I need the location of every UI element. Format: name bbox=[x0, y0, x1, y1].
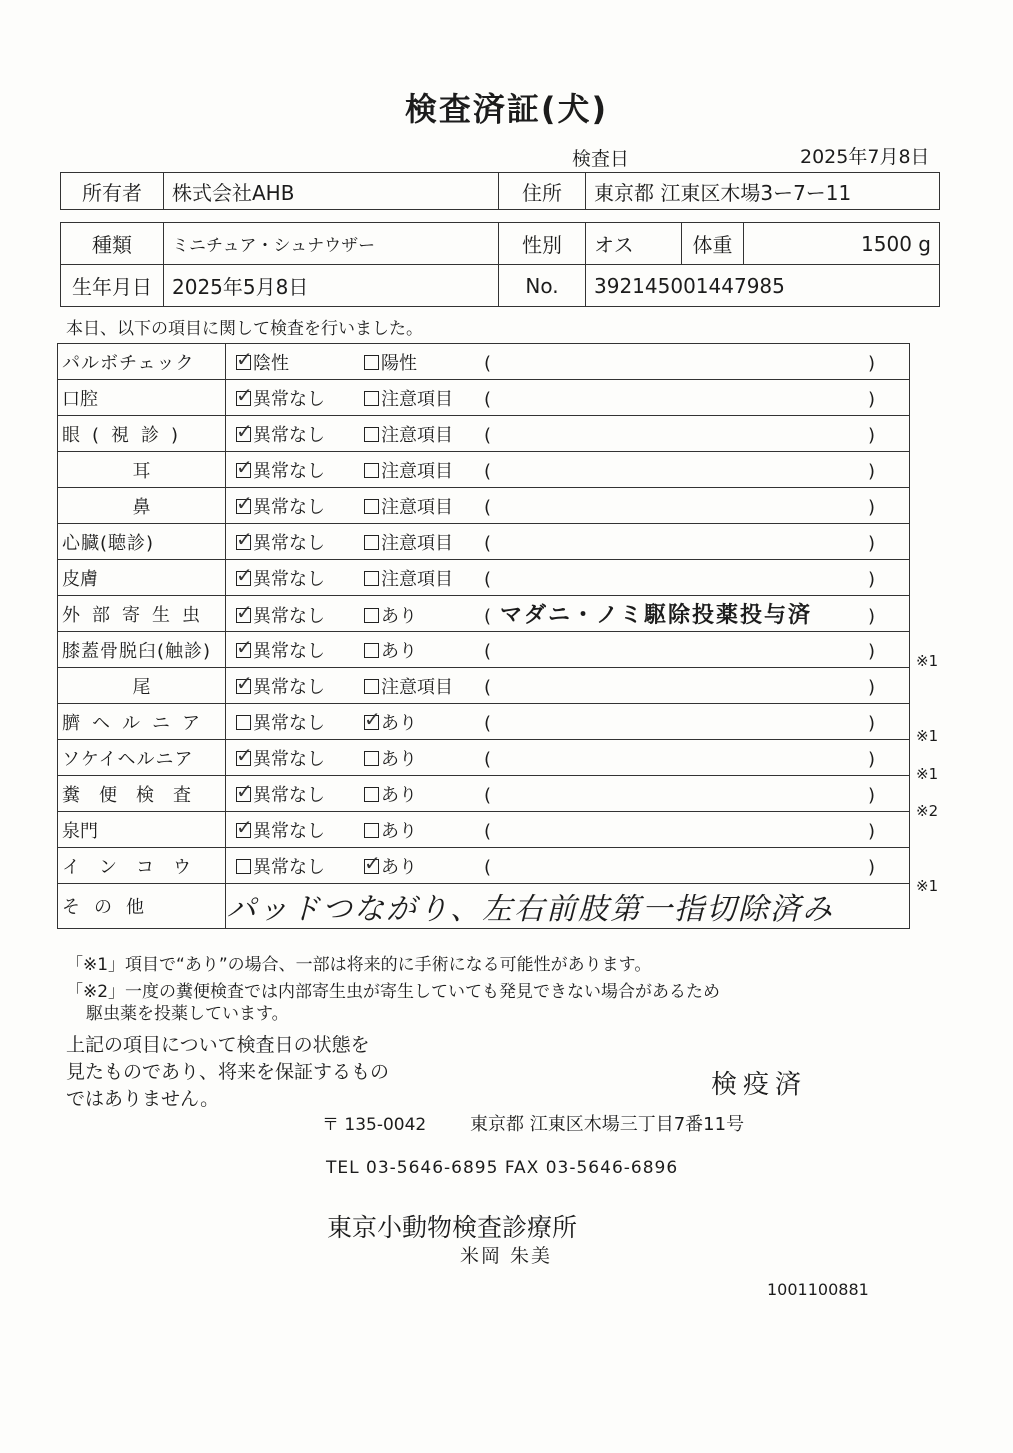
clinic-address: 東京都 江東区木場三丁目7番11号 bbox=[470, 1114, 745, 1135]
checkbox-icon[interactable] bbox=[364, 679, 379, 694]
paren-close: ) bbox=[868, 820, 876, 842]
check-row bbox=[58, 560, 910, 596]
check-item-label: ソケイヘルニア bbox=[58, 740, 226, 776]
option-2[interactable] bbox=[364, 529, 484, 555]
check-options bbox=[226, 668, 910, 704]
serial-number: 1001100881 bbox=[767, 1280, 869, 1299]
footnote-marker: ※1 bbox=[916, 764, 939, 783]
option-2-label: 注意項目 bbox=[381, 424, 453, 446]
option-2[interactable] bbox=[364, 493, 484, 519]
option-2[interactable] bbox=[364, 673, 484, 699]
check-item-label: パルボチェック bbox=[58, 344, 226, 380]
option-1-label: 異常なし bbox=[253, 424, 325, 446]
paren-open: ( bbox=[484, 640, 492, 662]
checkbox-icon[interactable] bbox=[236, 499, 251, 514]
other-handwritten-note: パッドつながり、左右前肢第一指切除済み bbox=[226, 884, 910, 929]
option-1-label: 異常なし bbox=[253, 496, 325, 518]
checkbox-icon[interactable] bbox=[236, 715, 251, 730]
paren-close: ) bbox=[868, 856, 876, 878]
address-value: 東京都 江東区木場3ー7ー11 bbox=[586, 173, 940, 210]
check-row bbox=[58, 380, 910, 416]
footnote-marker: ※2 bbox=[916, 802, 939, 820]
option-2-label: 注意項目 bbox=[381, 568, 453, 590]
footnote-marker: ※1 bbox=[916, 652, 939, 670]
option-1[interactable] bbox=[236, 493, 364, 519]
paren-open: ( bbox=[484, 712, 492, 734]
option-1[interactable] bbox=[236, 853, 364, 879]
address-label: 住所 bbox=[499, 173, 586, 210]
option-1-label: 異常なし bbox=[253, 712, 325, 734]
paren-close: ) bbox=[868, 388, 876, 410]
paren-open: ( bbox=[484, 388, 492, 410]
option-2[interactable] bbox=[364, 385, 484, 411]
option-2-label: 注意項目 bbox=[381, 388, 453, 410]
option-2[interactable] bbox=[364, 421, 484, 447]
check-row bbox=[58, 344, 910, 380]
checks-table bbox=[57, 343, 910, 929]
paren-open: ( bbox=[484, 496, 492, 518]
option-1[interactable] bbox=[236, 817, 364, 843]
paren-open: ( bbox=[484, 568, 492, 590]
check-row bbox=[58, 596, 910, 632]
breed-value: ミニチュア・シュナウザー bbox=[164, 223, 499, 265]
option-2-label: あり bbox=[381, 712, 417, 734]
checkbox-icon[interactable] bbox=[236, 751, 251, 766]
option-2-label: 注意項目 bbox=[381, 496, 453, 518]
paren-close: ) bbox=[868, 352, 876, 374]
checkbox-icon[interactable] bbox=[236, 391, 251, 406]
option-1-label: 異常なし bbox=[253, 640, 325, 662]
checkbox-icon[interactable] bbox=[364, 859, 379, 874]
check-row bbox=[58, 704, 910, 740]
quarantine-stamp: 検疫済 bbox=[711, 1070, 808, 1100]
breed-label: 種類 bbox=[61, 223, 164, 265]
other-label: その他 bbox=[58, 884, 226, 929]
check-item-label: 口腔 bbox=[58, 380, 226, 416]
option-2-label: 注意項目 bbox=[381, 460, 453, 482]
inspection-date: 2025年7月8日 bbox=[800, 146, 930, 168]
owner-label: 所有者 bbox=[61, 173, 164, 210]
inspection-date-label: 検査日 bbox=[572, 148, 630, 170]
check-options bbox=[226, 344, 910, 380]
check-options bbox=[226, 596, 910, 632]
check-item-label: 耳 bbox=[58, 452, 226, 488]
checkbox-icon[interactable] bbox=[236, 787, 251, 802]
option-1-label: 異常なし bbox=[253, 388, 325, 410]
paren-close: ) bbox=[868, 606, 876, 627]
checkbox-icon[interactable] bbox=[364, 571, 379, 586]
check-row bbox=[58, 740, 910, 776]
checkbox-icon[interactable] bbox=[364, 499, 379, 514]
check-options bbox=[226, 560, 910, 596]
check-row bbox=[58, 632, 910, 668]
option-2[interactable] bbox=[364, 602, 484, 628]
dob-label: 生年月日 bbox=[61, 265, 164, 307]
footnote-marker: ※1 bbox=[916, 727, 939, 745]
check-row bbox=[58, 524, 910, 560]
option-1[interactable] bbox=[236, 602, 364, 628]
checkbox-icon[interactable] bbox=[364, 643, 379, 658]
owner-table bbox=[60, 172, 940, 210]
intro-text: 本日、以下の項目に関して検査を行いました。 bbox=[66, 319, 423, 339]
check-item-label: 心臓(聴診) bbox=[58, 524, 226, 560]
page-title: 検査済証(犬) bbox=[404, 90, 609, 128]
option-2-label: あり bbox=[381, 784, 417, 806]
checkbox-icon[interactable] bbox=[236, 608, 251, 623]
check-note: マダニ・ノミ駆除投薬投与済 bbox=[500, 603, 813, 628]
paren-open: ( bbox=[484, 676, 492, 698]
checkbox-icon[interactable] bbox=[364, 355, 379, 370]
check-options bbox=[226, 704, 910, 740]
checkbox-icon[interactable] bbox=[364, 463, 379, 478]
paren-close: ) bbox=[868, 676, 876, 698]
checkbox-icon[interactable] bbox=[236, 643, 251, 658]
option-2[interactable] bbox=[364, 637, 484, 663]
check-options bbox=[226, 812, 910, 848]
paren-close: ) bbox=[868, 532, 876, 554]
option-1-label: 異常なし bbox=[253, 532, 325, 554]
check-options bbox=[226, 848, 910, 884]
checkbox-icon[interactable] bbox=[236, 859, 251, 874]
option-1[interactable] bbox=[236, 457, 364, 483]
paren-close: ) bbox=[868, 496, 876, 518]
disclaimer-line-2: 見たものであり、将来を保証するもの bbox=[66, 1061, 390, 1083]
check-options bbox=[226, 416, 910, 452]
check-options bbox=[226, 488, 910, 524]
option-1[interactable] bbox=[236, 565, 364, 591]
sex-label: 性別 bbox=[499, 223, 586, 265]
paren-open: ( bbox=[484, 606, 492, 627]
paren-open: ( bbox=[484, 748, 492, 770]
check-options bbox=[226, 452, 910, 488]
check-options bbox=[226, 632, 910, 668]
option-2[interactable] bbox=[364, 745, 484, 771]
check-options bbox=[226, 740, 910, 776]
option-2-label: 注意項目 bbox=[381, 676, 453, 698]
footnote-1: 「※1」項目で“あり”の場合、一部は将来的に手術になる可能性があります。 bbox=[66, 955, 652, 975]
check-options bbox=[226, 524, 910, 560]
check-item-label: インコウ bbox=[58, 848, 226, 884]
option-2-label: 陽性 bbox=[381, 352, 417, 374]
check-item-label: 尾 bbox=[58, 668, 226, 704]
option-1-label: 異常なし bbox=[253, 606, 325, 627]
option-1[interactable] bbox=[236, 637, 364, 663]
owner-value: 株式会社AHB bbox=[164, 173, 499, 210]
option-1-label: 異常なし bbox=[253, 820, 325, 842]
option-2-label: あり bbox=[381, 606, 417, 627]
footnote-marker: ※1 bbox=[916, 877, 939, 895]
check-item-label: 臍ヘルニア bbox=[58, 704, 226, 740]
option-1-label: 異常なし bbox=[253, 568, 325, 590]
veterinarian-name: 米岡 朱美 bbox=[460, 1245, 553, 1267]
option-1-label: 異常なし bbox=[253, 748, 325, 770]
paren-open: ( bbox=[484, 784, 492, 806]
option-1[interactable] bbox=[236, 745, 364, 771]
sex-value: オス bbox=[586, 223, 682, 265]
checkbox-icon[interactable] bbox=[364, 715, 379, 730]
option-2[interactable] bbox=[364, 709, 484, 735]
pet-table bbox=[60, 222, 940, 307]
check-item-label: 泉門 bbox=[58, 812, 226, 848]
paren-open: ( bbox=[484, 856, 492, 878]
no-value: 392145001447985 bbox=[586, 265, 940, 307]
option-1[interactable] bbox=[236, 349, 364, 375]
disclaimer-line-3: ではありません。 bbox=[66, 1088, 220, 1110]
option-1-label: 異常なし bbox=[253, 460, 325, 482]
check-item-label: 膝蓋骨脱臼(触診) bbox=[58, 632, 226, 668]
option-1[interactable] bbox=[236, 529, 364, 555]
option-2[interactable] bbox=[364, 817, 484, 843]
postal-code: 〒 135-0042 bbox=[322, 1115, 427, 1135]
checkbox-icon[interactable] bbox=[236, 571, 251, 586]
footnote-2-line2: 駆虫薬を投薬しています。 bbox=[86, 1004, 289, 1024]
option-1[interactable] bbox=[236, 781, 364, 807]
paren-close: ) bbox=[868, 424, 876, 446]
option-1[interactable] bbox=[236, 673, 364, 699]
weight-value: 1500 g bbox=[744, 223, 940, 265]
option-1-label: 陰性 bbox=[253, 352, 289, 374]
checkbox-icon[interactable] bbox=[364, 391, 379, 406]
check-row bbox=[58, 668, 910, 704]
dob-value: 2025年5月8日 bbox=[164, 265, 499, 307]
paren-close: ) bbox=[868, 712, 876, 734]
option-1-label: 異常なし bbox=[253, 856, 325, 878]
option-2[interactable] bbox=[364, 565, 484, 591]
check-row bbox=[58, 812, 910, 848]
paren-close: ) bbox=[868, 784, 876, 806]
disclaimer-line-1: 上記の項目について検査日の状態を bbox=[66, 1034, 370, 1056]
footnote-2-line1: 「※2」一度の糞便検査では内部寄生虫が寄生していても発見できない場合があるため bbox=[66, 982, 721, 1002]
check-row bbox=[58, 452, 910, 488]
paren-open: ( bbox=[484, 424, 492, 446]
paren-open: ( bbox=[484, 352, 492, 374]
check-row bbox=[58, 416, 910, 452]
no-label: No. bbox=[499, 265, 586, 307]
paren-close: ) bbox=[868, 460, 876, 482]
option-2-label: あり bbox=[381, 856, 417, 878]
check-options bbox=[226, 776, 910, 812]
checkbox-icon[interactable] bbox=[236, 535, 251, 550]
option-1-label: 異常なし bbox=[253, 676, 325, 698]
option-2-label: 注意項目 bbox=[381, 532, 453, 554]
option-2-label: あり bbox=[381, 640, 417, 662]
checkbox-icon[interactable] bbox=[364, 608, 379, 623]
option-2[interactable] bbox=[364, 853, 484, 879]
checkbox-icon[interactable] bbox=[364, 751, 379, 766]
option-2[interactable] bbox=[364, 457, 484, 483]
check-item-label: 皮膚 bbox=[58, 560, 226, 596]
option-2[interactable] bbox=[364, 781, 484, 807]
check-item-label: 鼻 bbox=[58, 488, 226, 524]
checkbox-icon[interactable] bbox=[236, 823, 251, 838]
checkbox-icon[interactable] bbox=[236, 355, 251, 370]
check-item-label: 眼(視診) bbox=[58, 416, 226, 452]
check-row bbox=[58, 848, 910, 884]
checkbox-icon[interactable] bbox=[364, 535, 379, 550]
option-1[interactable] bbox=[236, 709, 364, 735]
checkbox-icon[interactable] bbox=[236, 679, 251, 694]
check-row bbox=[58, 488, 910, 524]
checkbox-icon[interactable] bbox=[236, 463, 251, 478]
paren-open: ( bbox=[484, 820, 492, 842]
option-2-label: あり bbox=[381, 820, 417, 842]
option-2[interactable] bbox=[364, 349, 484, 375]
clinic-name: 東京小動物検査診療所 bbox=[327, 1213, 578, 1242]
weight-label: 体重 bbox=[682, 223, 744, 265]
paren-open: ( bbox=[484, 460, 492, 482]
check-row bbox=[58, 776, 910, 812]
check-item-label: 糞便検査 bbox=[58, 776, 226, 812]
paren-close: ) bbox=[868, 640, 876, 662]
option-1[interactable] bbox=[236, 421, 364, 447]
option-1-label: 異常なし bbox=[253, 784, 325, 806]
option-2-label: あり bbox=[381, 748, 417, 770]
checkbox-icon[interactable] bbox=[364, 823, 379, 838]
checkbox-icon[interactable] bbox=[364, 427, 379, 442]
option-1[interactable] bbox=[236, 385, 364, 411]
paren-close: ) bbox=[868, 748, 876, 770]
check-options bbox=[226, 380, 910, 416]
paren-open: ( bbox=[484, 532, 492, 554]
clinic-tel-fax: TEL 03-5646-6895 FAX 03-5646-6896 bbox=[326, 1158, 679, 1178]
paren-close: ) bbox=[868, 568, 876, 590]
checkbox-icon[interactable] bbox=[364, 787, 379, 802]
checkbox-icon[interactable] bbox=[236, 427, 251, 442]
check-item-label: 外部寄生虫 bbox=[58, 596, 226, 632]
